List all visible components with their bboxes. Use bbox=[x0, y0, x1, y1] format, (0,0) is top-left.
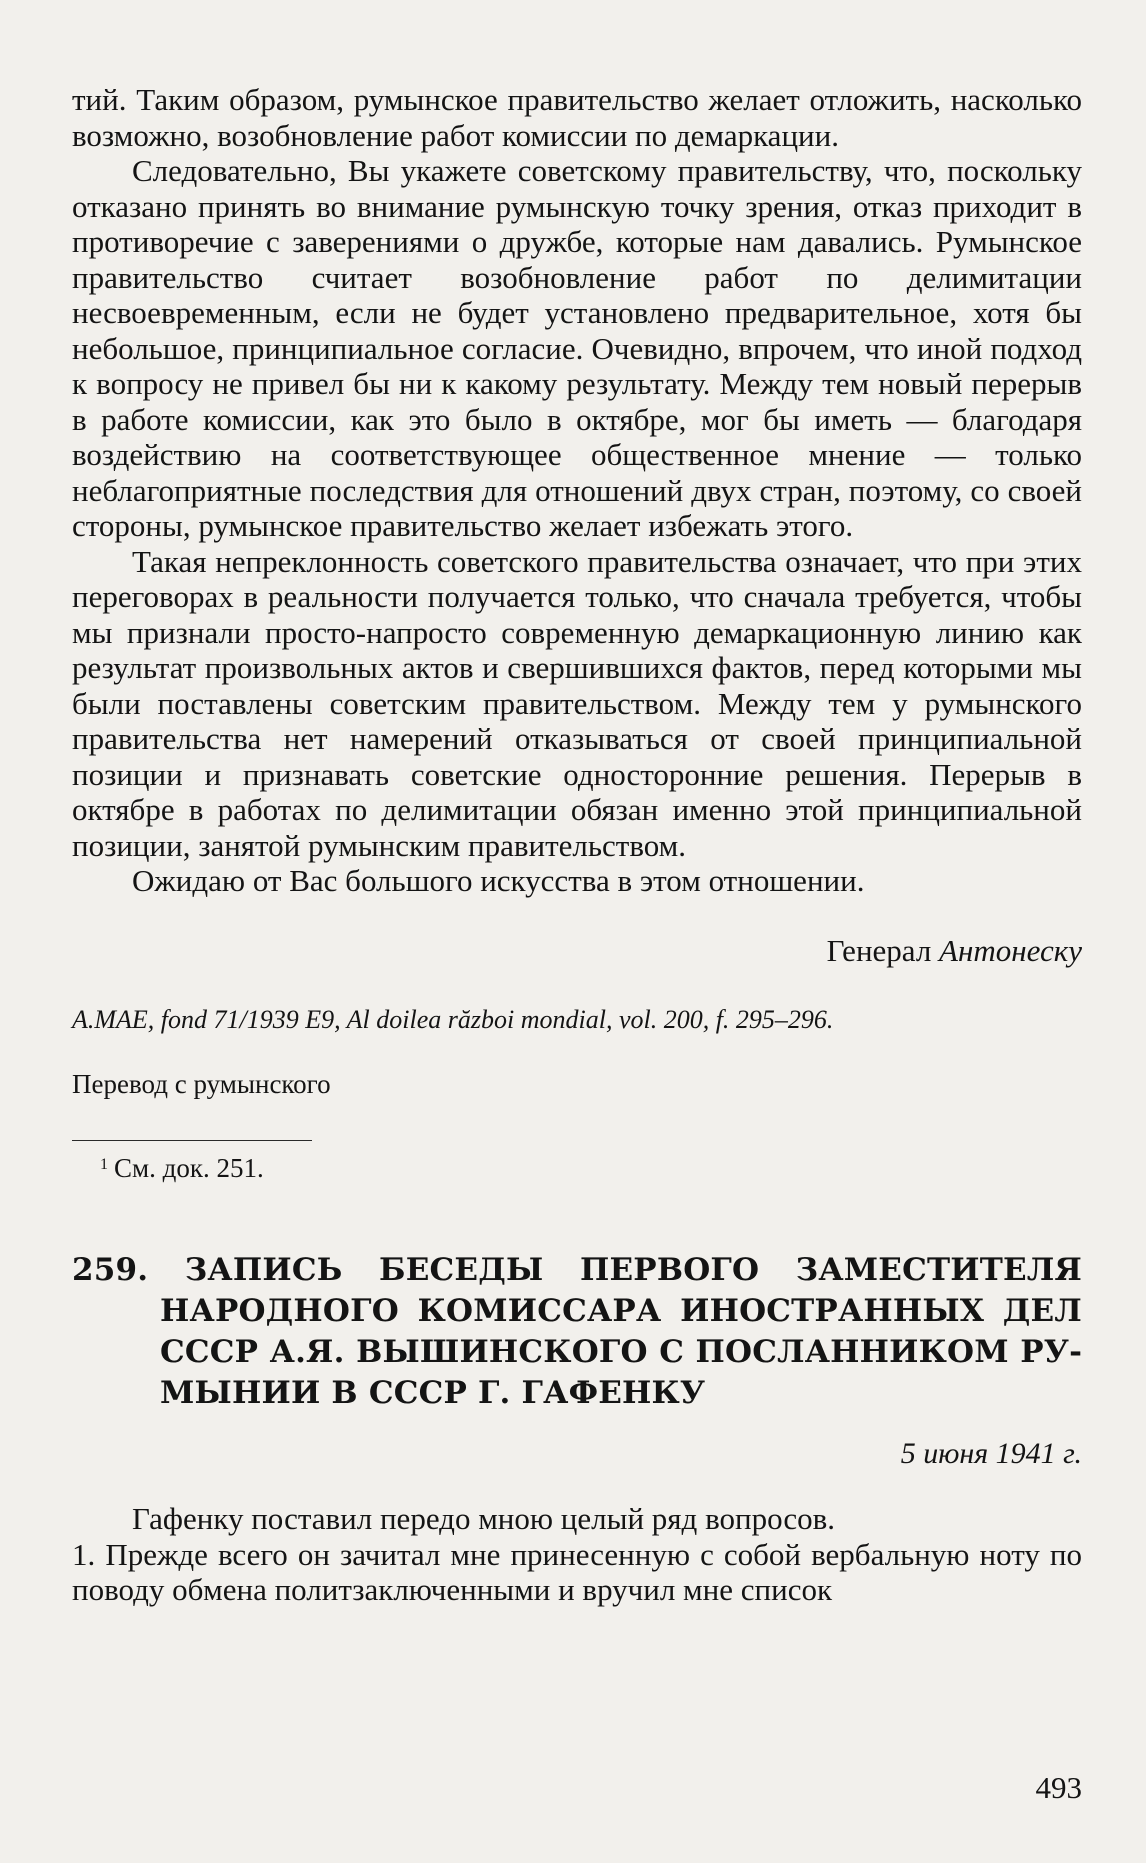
paragraph-instruction: Следовательно, Вы укажете советскому правительству, что, поскольку отказано принять во внимание румынскую точку зрения, отказ приходит в противоречие с заверениями о дружбе, которые нам давались. Румынское правительство считает возобновление работ по делимитации несвоевременным, если не будет установлено предварительное, хотя бы небольшое, принципиальное согласие. Очевидно, впрочем, что иной подход к вопросу не привел бы ни к какому результату. Между тем новый перерыв в работе комиссии, как это было в октябре, мог бы иметь — благодаря воздействию на соответствующее общественное мнение — только неблагоприятные последствия для отношений двух стран, поэтому, со своей стороны, румынское правительство желает избежать этого. bbox=[72, 153, 1082, 543]
document-date: 5 июня 1941 г. bbox=[900, 1437, 1082, 1470]
signature-rank: Генерал bbox=[826, 932, 932, 968]
footnote-marker: 1 bbox=[100, 1156, 108, 1173]
signature bbox=[72, 933, 1082, 969]
footnote-text: См. док. 251. bbox=[114, 1153, 264, 1183]
page-content bbox=[72, 82, 1082, 1608]
document-heading: 259. ЗАПИСЬ БЕСЕДЫ ПЕРВОГО ЗАМЕСТИТЕЛЯ НАРОДНОГО КОМИССАРА ИНОСТРАННЫХ ДЕЛ СССР А.Я. ВЫШИНСКОГО С ПОСЛАННИКОМ РУМЫНИИ В СССР Г. ГАФЕНКУ bbox=[72, 1252, 1082, 1411]
paragraph-questions: Гафенку поставил передо мною целый ряд вопросов. bbox=[132, 1501, 836, 1536]
paragraph-item-1: 1. Прежде всего он зачитал мне принесенную с собой вербальную ноту по поводу обмена политзаключенными и вручил мне список bbox=[72, 1536, 1082, 1607]
footnote bbox=[100, 1149, 1082, 1184]
archive-source-note: A.MAE, fond 71/1939 E9, Al doilea război mondial, vol. 200, f. 295–296. bbox=[72, 1005, 834, 1034]
signature-name: Антонеску bbox=[939, 932, 1082, 968]
translation-note: Перевод с румынского bbox=[72, 1069, 331, 1099]
paragraph-closing: Ожидаю от Вас большого искусства в этом отношении. bbox=[132, 863, 865, 898]
paragraph-continuation: тий. Таким образом, румынское правительство желает отложить, насколько возможно, возобновление работ комиссии по демаркации. bbox=[72, 82, 1082, 153]
paragraph-intransigence: Такая непреклонность советского правительства означает, что при этих переговорах в реальности получается только, что сначала требуется, чтобы мы признали просто-напросто современную демаркационную линию как результат произвольных актов и свершившихся фактов, перед которыми мы были поставлены советским правительством. Между тем у румынского правительства нет намерений отказываться от своей принципиальной позиции и признавать советские односторонние решения. Перерыв в октябре в работах по делимитации обязан именно этой принципиальной позиции, занятой румынским правительством. bbox=[72, 543, 1082, 863]
footnote-divider bbox=[72, 1140, 312, 1141]
page-number: 493 bbox=[1035, 1770, 1082, 1805]
